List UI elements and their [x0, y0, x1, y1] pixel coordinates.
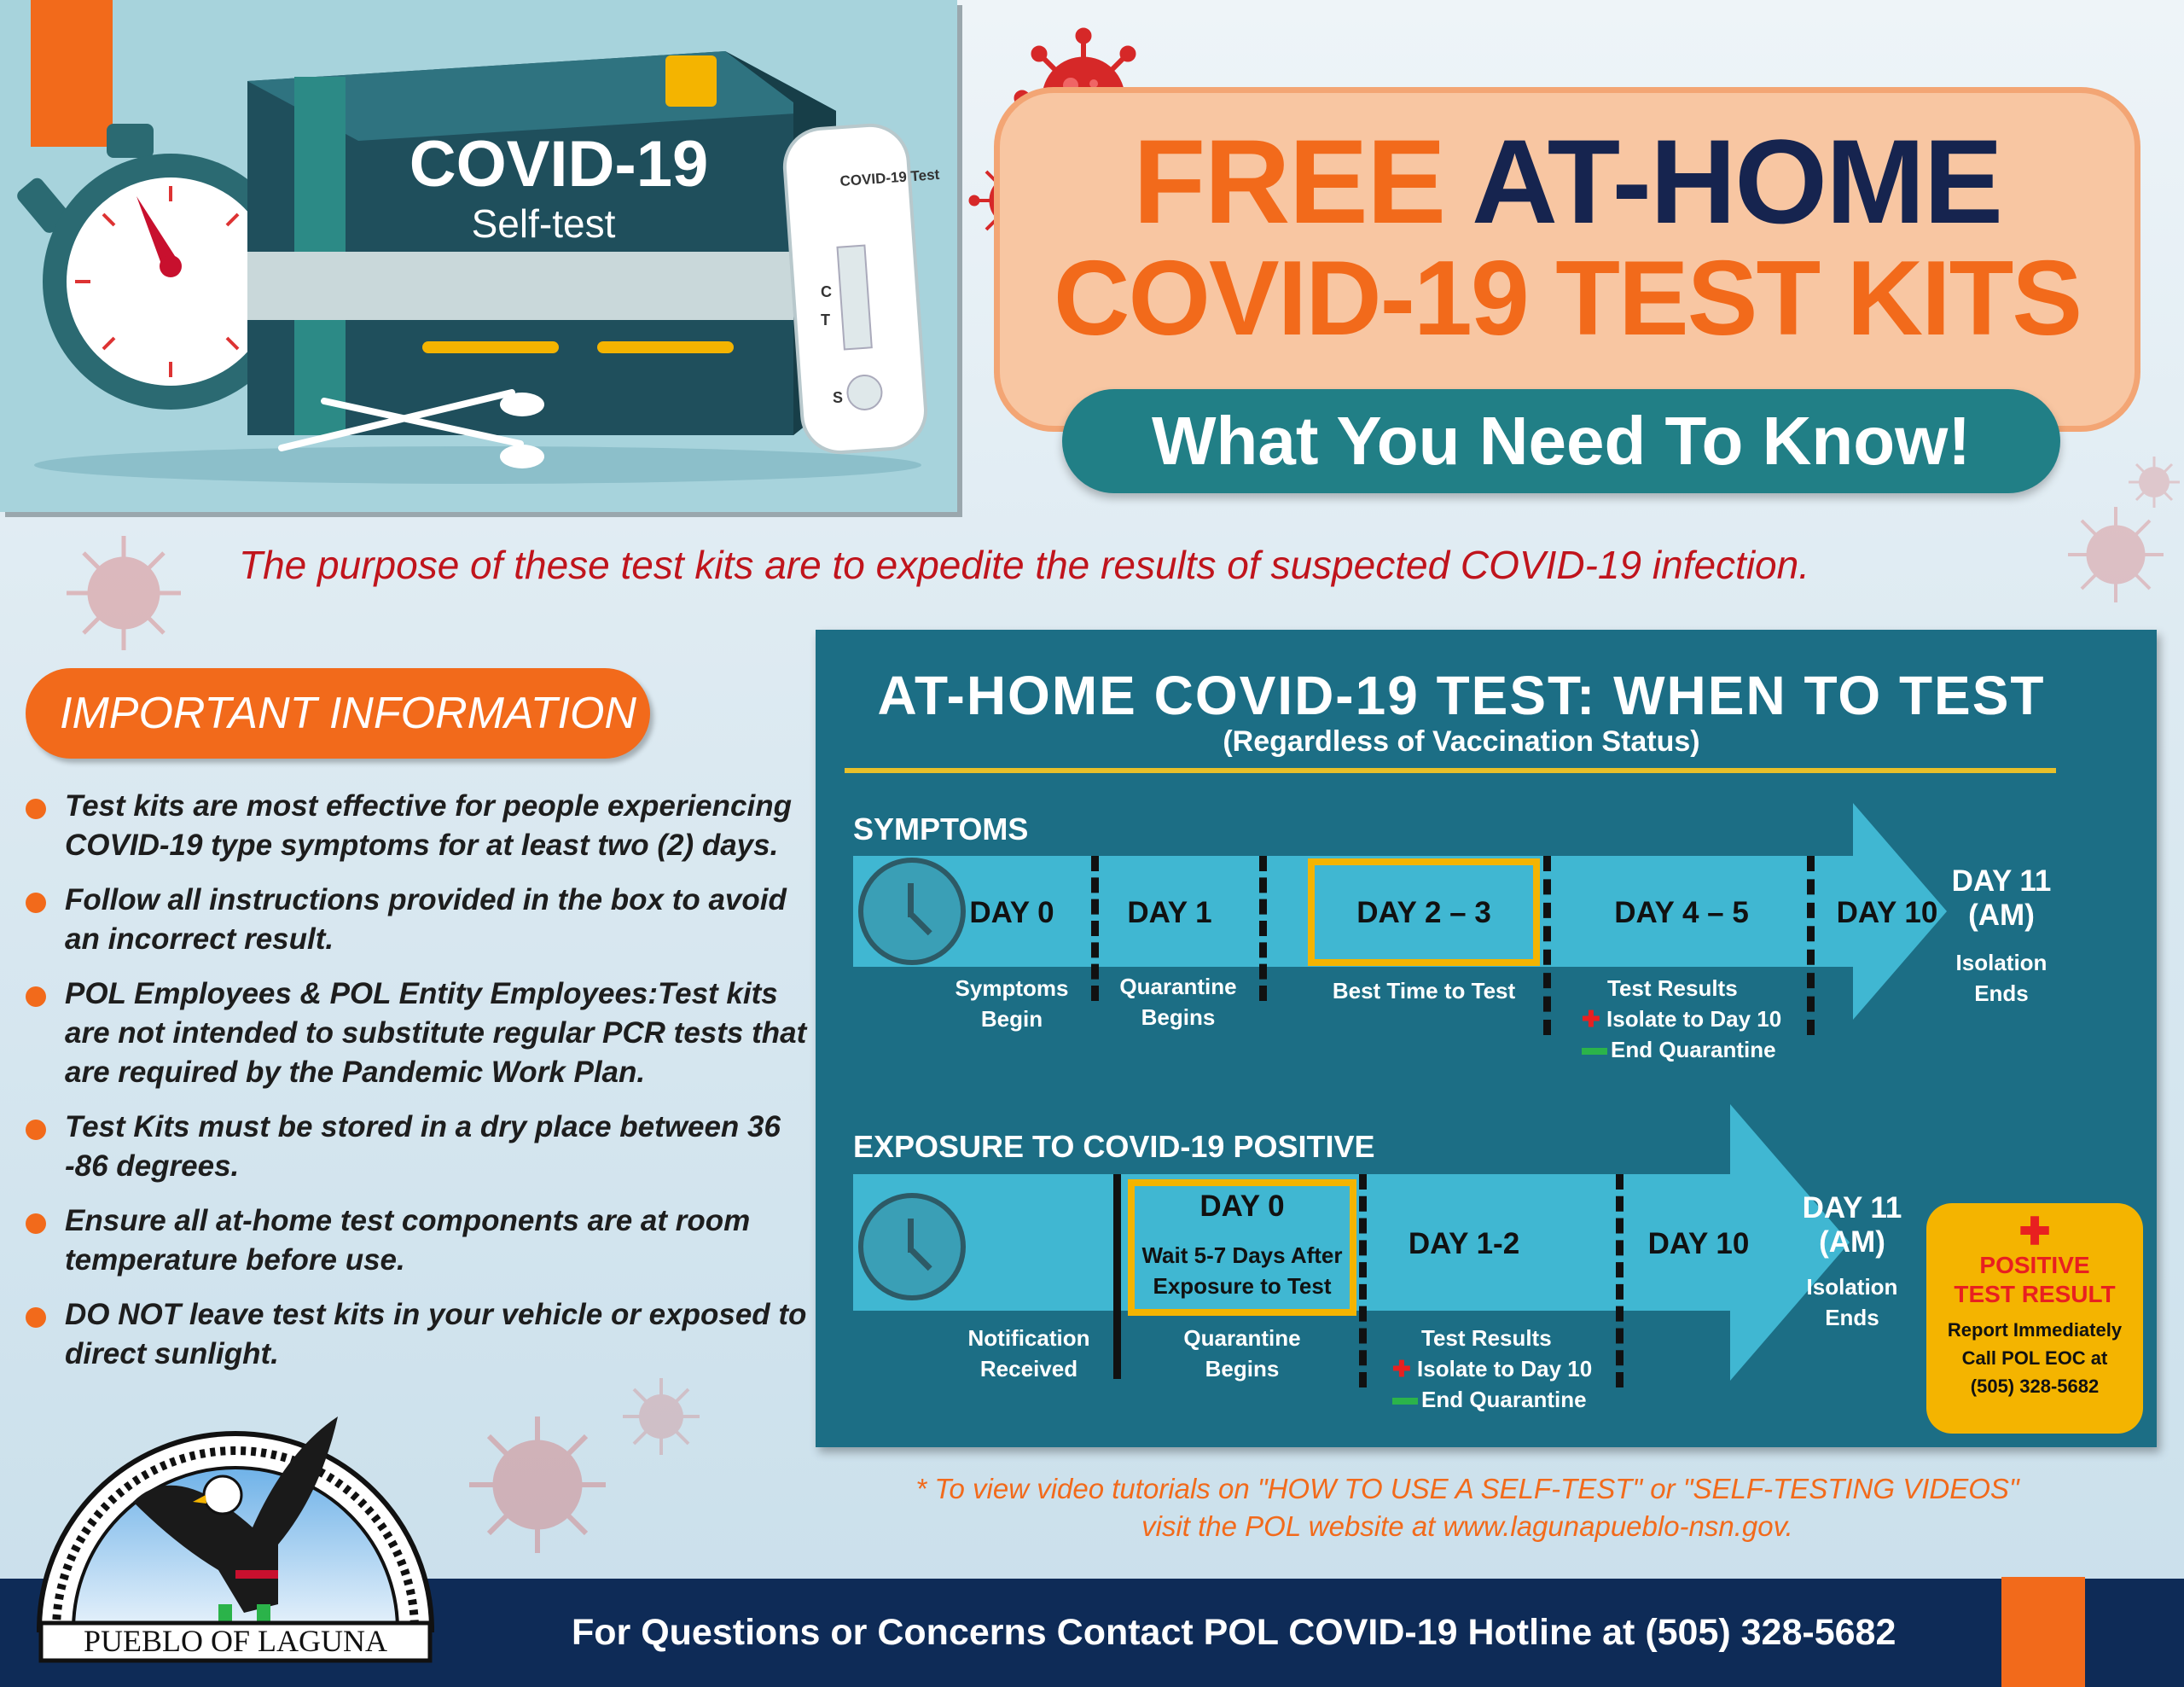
info-item — [26, 787, 819, 865]
virus-icon-faded — [2056, 495, 2175, 614]
virus-icon-faded — [2124, 452, 2184, 512]
info-item — [26, 974, 819, 1092]
important-info-heading: IMPORTANT INFORMATION — [26, 668, 650, 759]
box-subtitle: Self-test — [471, 201, 616, 246]
when-to-test-panel — [816, 630, 2157, 1447]
symptoms-label: SYMPTOMS — [853, 812, 1029, 846]
symptoms-isolation-ends — [1925, 947, 2078, 1009]
caption-symptoms-begin — [926, 973, 1097, 1034]
cassette-t: T — [821, 311, 830, 329]
info-item-text: Test Kits must be stored in a dry place between 36 -86 degrees. — [65, 1110, 781, 1183]
clock-icon — [858, 1193, 966, 1300]
panel-title: AT-HOME COVID-19 TEST: WHEN TO TEST — [877, 665, 2046, 726]
info-item-text: Ensure all at-home test components are at room temperature before use. — [65, 1204, 751, 1277]
footer-orange-tab — [2001, 1577, 2085, 1687]
info-item-text: POL Employees & POL Entity Employees:Test kits are not intended to substitute regular PCR tests that are required by the Pandemic Work Plan. — [65, 977, 807, 1089]
caption-line: Quarantine — [1183, 1325, 1301, 1351]
info-item — [26, 1108, 819, 1186]
important-info-list — [26, 787, 819, 1386]
exposure-day-1-2: DAY 1-2 — [1408, 1227, 1520, 1260]
exposure-day-0: DAY 0 — [1199, 1190, 1285, 1223]
bullet-icon — [26, 893, 46, 913]
cassette-label: COVID-19 Test — [839, 166, 940, 189]
caption-line: Notification — [967, 1325, 1090, 1351]
video-tutorial-note — [879, 1470, 2056, 1545]
symptoms-day-11 — [1925, 864, 2078, 933]
panel-divider — [845, 768, 2056, 773]
caption-line: Ends — [1825, 1305, 1879, 1330]
bullet-icon — [26, 1120, 46, 1140]
day-11-am: (AM) — [1819, 1225, 1885, 1259]
info-item-text: Follow all instructions provided in the box to avoid an incorrect result. — [65, 883, 787, 956]
green-dash-icon — [1392, 1398, 1418, 1405]
cassette-c: C — [821, 283, 832, 300]
caption-line: Begins — [1141, 1004, 1216, 1030]
positive-line-3: Report Immediately — [1947, 1319, 2123, 1341]
title-free: FREE — [1132, 114, 1445, 248]
caption-line: Symptoms — [955, 975, 1069, 1001]
red-cross-icon: ✚ — [1582, 1006, 1600, 1032]
test-kit-illustration — [0, 0, 957, 512]
caption-text: Isolate to Day 10 — [1417, 1356, 1593, 1382]
caption-line: Received — [979, 1356, 1078, 1382]
panel-subtitle: (Regardless of Vaccination Status) — [1223, 725, 1700, 758]
caption-test-results — [1374, 1323, 1622, 1415]
caption-line — [1582, 1034, 1804, 1065]
caption-line — [1582, 1003, 1804, 1034]
note-line-1: * To view video tutorials on "HOW TO USE A SELF-TEST" or "SELF-TESTING VIDEOS" — [915, 1473, 2019, 1504]
divider — [1807, 856, 1815, 1035]
caption-line: Isolation — [1806, 1274, 1898, 1300]
caption-best-time: Best Time to Test — [1332, 978, 1516, 1003]
caption-line: Begin — [980, 1006, 1043, 1032]
virus-icon-faded — [452, 1399, 623, 1570]
info-item — [26, 1295, 819, 1374]
pueblo-of-laguna-logo — [31, 1399, 440, 1664]
caption-notification-received — [944, 1323, 1114, 1384]
caption-line — [1392, 1353, 1622, 1384]
green-dash-icon — [1582, 1048, 1607, 1055]
caption-line: Isolation — [1955, 950, 2048, 975]
caption-text: End Quarantine — [1611, 1037, 1776, 1062]
exposure-day-10: DAY 10 — [1647, 1227, 1750, 1260]
info-item-text: DO NOT leave test kits in your vehicle or exposed to direct sunlight. — [65, 1298, 807, 1370]
symptoms-day-10: DAY 10 — [1836, 896, 1938, 929]
bullet-icon — [26, 1213, 46, 1234]
divider — [1259, 856, 1267, 1001]
symptoms-day-0: DAY 0 — [969, 896, 1054, 929]
caption-quarantine-begins — [1097, 971, 1259, 1033]
info-item — [26, 881, 819, 959]
day-11-am: (AM) — [1968, 899, 2035, 932]
purpose-statement: The purpose of these test kits are to expedite the results of suspected COVID-19 infection. — [239, 543, 1809, 587]
positive-line-5: (505) 328-5682 — [1970, 1376, 2100, 1397]
bullet-icon — [26, 986, 46, 1007]
note-line: Wait 5-7 Days After — [1141, 1242, 1343, 1268]
divider — [1543, 856, 1551, 1035]
caption-line: Test Results — [1421, 1325, 1552, 1351]
caption-quarantine-begins — [1128, 1323, 1356, 1384]
note-line: Exposure to Test — [1153, 1273, 1332, 1299]
bullet-icon — [26, 799, 46, 819]
symptoms-day-4-5: DAY 4 – 5 — [1614, 896, 1749, 929]
info-item — [26, 1201, 819, 1280]
symptoms-day-1: DAY 1 — [1127, 896, 1212, 929]
caption-test-results — [1556, 973, 1804, 1065]
virus-icon-faded — [51, 521, 196, 666]
caption-line — [1392, 1384, 1622, 1415]
day-11-label: DAY 11 — [1802, 1191, 1902, 1225]
red-cross-icon: ✚ — [2018, 1211, 2051, 1253]
title-at-home: AT-HOME — [1471, 114, 2002, 248]
exposure-day-0-note — [1128, 1240, 1356, 1301]
positive-line-4: Call POL EOC at — [1961, 1347, 2108, 1369]
info-item-text: Test kits are most effective for people experiencing COVID-19 type symptoms for at least two (2) days. — [65, 789, 792, 862]
caption-line: Test Results — [1607, 975, 1738, 1001]
subtitle-pill: What You Need To Know! — [1062, 389, 2060, 493]
title-line-2: COVID-19 TEST KITS — [1053, 240, 2082, 358]
positive-result-box — [1926, 1203, 2143, 1434]
cassette-s: S — [833, 389, 844, 406]
caption-text: End Quarantine — [1421, 1387, 1587, 1412]
hero-illustration — [0, 0, 957, 512]
divider — [1359, 1174, 1367, 1387]
exposure-day-11 — [1780, 1191, 1925, 1259]
title-line-1 — [994, 114, 2140, 248]
hotline-text: For Questions or Concerns Contact POL COVID-19 Hotline at (505) 328-5682 — [572, 1612, 1896, 1653]
caption-line: Ends — [1974, 980, 2029, 1006]
positive-line-1: POSITIVE — [1979, 1252, 2090, 1278]
note-line-2: visit the POL website at www.lagunapueblo-nsn.gov. — [1141, 1510, 1793, 1542]
positive-line-2: TEST RESULT — [1954, 1281, 2116, 1307]
bullet-icon — [26, 1307, 46, 1328]
caption-line: Begins — [1205, 1356, 1280, 1382]
clock-icon — [858, 858, 966, 965]
day-11-label: DAY 11 — [1951, 864, 2052, 898]
exposure-label: EXPOSURE TO COVID-19 POSITIVE — [853, 1129, 1375, 1164]
caption-text: Isolate to Day 10 — [1606, 1006, 1782, 1032]
box-title: COVID-19 — [409, 128, 709, 201]
logo-text: PUEBLO OF LAGUNA — [83, 1624, 388, 1658]
exposure-isolation-ends — [1780, 1271, 1925, 1333]
symptoms-day-2-3: DAY 2 – 3 — [1356, 896, 1491, 929]
red-cross-icon: ✚ — [1392, 1356, 1411, 1382]
divider — [1113, 1174, 1121, 1379]
caption-line: Quarantine — [1119, 974, 1237, 999]
